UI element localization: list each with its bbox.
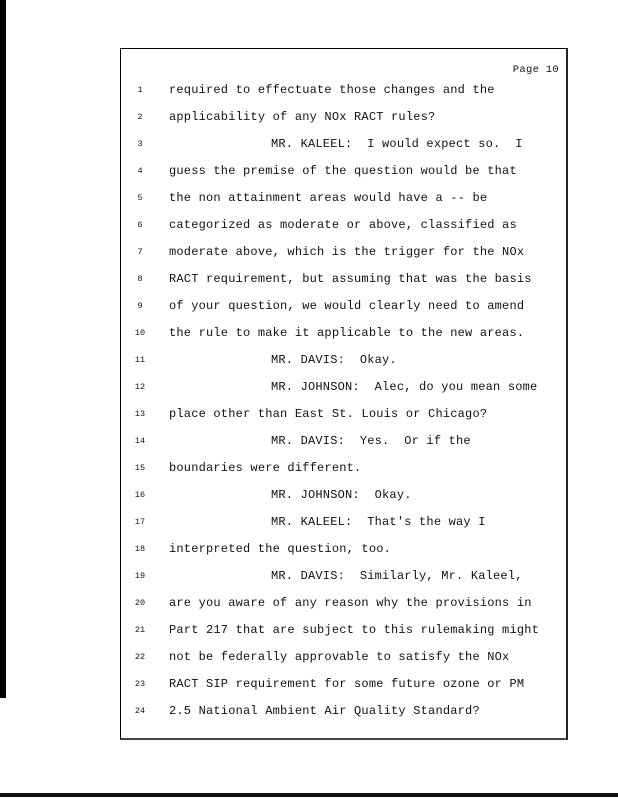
line-text: 2.5 National Ambient Air Quality Standard?: [169, 704, 480, 718]
page-number: Page 10: [512, 64, 559, 76]
line-text: MR. DAVIS: Similarly, Mr. Kaleel,: [271, 569, 523, 583]
transcript-line: [121, 675, 566, 702]
line-number: 4: [137, 166, 143, 176]
line-number: 16: [134, 490, 146, 500]
line-number: 2: [137, 112, 143, 122]
transcript-line: [121, 270, 566, 297]
line-text: MR. KALEEL: I would expect so. I: [271, 137, 523, 151]
transcript-line: [121, 81, 566, 108]
line-number: 12: [134, 382, 146, 392]
transcript-line: [121, 216, 566, 243]
transcript-lines: [121, 81, 566, 729]
line-number: 21: [134, 625, 146, 635]
line-text: of your question, we would clearly need to amend: [169, 299, 525, 313]
line-text: RACT SIP requirement for some future ozone or PM: [169, 677, 525, 691]
transcript-line: [121, 351, 566, 378]
line-text: Part 217 that are subject to this rulemaking might: [169, 623, 540, 637]
transcript-line: [121, 432, 566, 459]
line-number: 9: [137, 301, 143, 311]
line-text: required to effectuate those changes and the: [169, 83, 495, 97]
transcript-line: [121, 648, 566, 675]
line-text: applicability of any NOx RACT rules?: [169, 110, 436, 124]
transcript-line: [121, 135, 566, 162]
line-number: 15: [134, 463, 146, 473]
transcript-line: [121, 513, 566, 540]
line-text: interpreted the question, too.: [169, 542, 392, 556]
line-number: 19: [134, 571, 146, 581]
transcript-line: [121, 189, 566, 216]
scan-edge-left: [0, 0, 6, 698]
line-number: 10: [134, 328, 146, 338]
line-number: 5: [137, 193, 143, 203]
line-text: MR. DAVIS: Okay.: [271, 353, 397, 367]
line-number: 13: [134, 409, 146, 419]
line-number: 22: [134, 652, 146, 662]
line-text: place other than East St. Louis or Chicago?: [169, 407, 488, 421]
line-text: MR. DAVIS: Yes. Or if the: [271, 434, 471, 448]
transcript-line: [121, 405, 566, 432]
line-number: 18: [134, 544, 146, 554]
line-text: boundaries were different.: [169, 461, 362, 475]
line-text: are you aware of any reason why the provisions in: [169, 596, 532, 610]
line-number: 6: [137, 220, 143, 230]
line-text: the rule to make it applicable to the new areas.: [169, 326, 525, 340]
transcript-page: [120, 48, 568, 740]
line-text: MR. JOHNSON: Okay.: [271, 488, 412, 502]
line-number: 1: [137, 85, 143, 95]
line-text: MR. JOHNSON: Alec, do you mean some: [271, 380, 538, 394]
transcript-line: [121, 540, 566, 567]
line-number: 3: [137, 139, 143, 149]
transcript-line: [121, 243, 566, 270]
transcript-line: [121, 567, 566, 594]
transcript-line: [121, 621, 566, 648]
line-text: guess the premise of the question would be that: [169, 164, 517, 178]
line-text: moderate above, which is the trigger for the NOx: [169, 245, 525, 259]
line-text: MR. KALEEL: That's the way I: [271, 515, 486, 529]
line-number: 8: [137, 274, 143, 284]
line-text: the non attainment areas would have a -- be: [169, 191, 488, 205]
scan-edge-bottom: [0, 793, 618, 797]
line-number: 7: [137, 247, 143, 257]
line-number: 20: [134, 598, 146, 608]
line-number: 17: [134, 517, 146, 527]
transcript-line: [121, 162, 566, 189]
line-number: 24: [134, 706, 146, 716]
line-text: categorized as moderate or above, classified as: [169, 218, 517, 232]
transcript-line: [121, 297, 566, 324]
transcript-line: [121, 702, 566, 729]
transcript-line: [121, 594, 566, 621]
transcript-line: [121, 324, 566, 351]
transcript-line: [121, 378, 566, 405]
transcript-line: [121, 459, 566, 486]
line-text: not be federally approvable to satisfy the NOx: [169, 650, 510, 664]
line-text: RACT requirement, but assuming that was the basis: [169, 272, 532, 286]
line-number: 14: [134, 436, 146, 446]
transcript-line: [121, 108, 566, 135]
line-number: 11: [134, 355, 146, 365]
transcript-line: [121, 486, 566, 513]
line-number: 23: [134, 679, 146, 689]
